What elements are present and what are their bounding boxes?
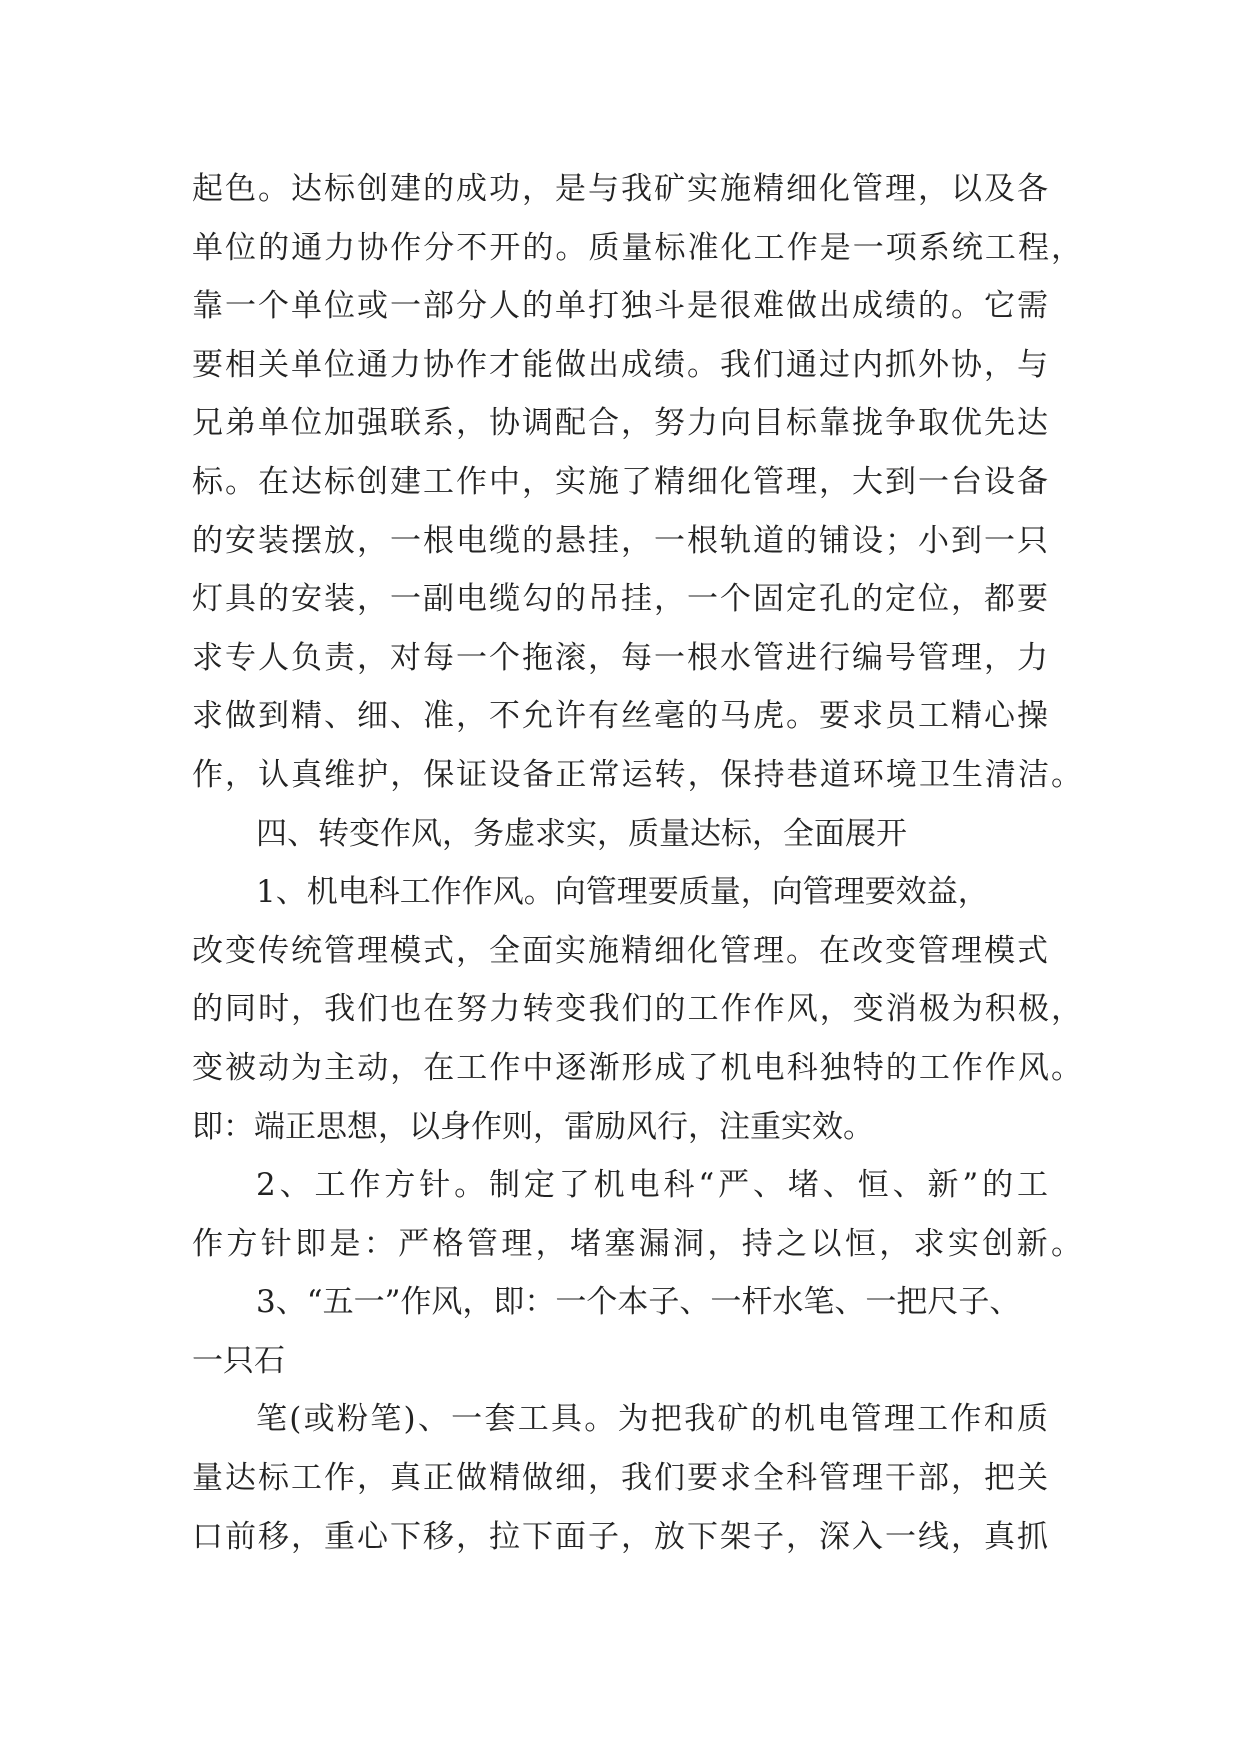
text-line: 变被动为主动，在工作中逐渐形成了机电科独特的工作作风。 [192, 1049, 1082, 1086]
text-line: 单位的通力协作分不开的。质量标准化工作是一项系统工程， [192, 229, 1082, 266]
text-line: 3、“五一”作风，即：一个本子、一杆水笔、一把尺子、 [256, 1284, 1021, 1321]
text-line: 灯具的安装，一副电缆勾的吊挂，一个固定孔的定位，都要 [192, 581, 1048, 618]
text-line: 求做到精、细、准，不允许有丝毫的马虎。要求员工精心操 [192, 698, 1048, 735]
text-line: 求专人负责，对每一个拖滚，每一根水管进行编号管理，力 [192, 639, 1048, 676]
text-line: 起色。达标创建的成功，是与我矿实施精细化管理，以及各 [192, 171, 1048, 207]
text-line: 2、工作方针。制定了机电科“严、堵、恒、新”的工 [256, 1167, 1048, 1204]
body-text [192, 160, 1092, 1566]
text-line: 兄弟单位加强联系，协调配合，努力向目标靠拢争取优先达 [192, 405, 1048, 442]
text-line: 即：端正思想，以身作则，雷励风行，注重实效。 [192, 1108, 874, 1145]
section-heading: 四、转变作风，务虚求实，质量达标，全面展开 [256, 815, 907, 852]
text-line: 1、机电科工作作风。向管理要质量，向管理要效益， [256, 874, 989, 911]
text-line: 标。在达标创建工作中，实施了精细化管理，大到一台设备 [192, 463, 1048, 500]
text-line: 作，认真维护，保证设备正常运转，保持巷道环境卫生清洁。 [192, 756, 1082, 793]
text-line: 要相关单位通力协作才能做出成绩。我们通过内抓外协，与 [192, 346, 1048, 383]
text-line: 的安装摆放，一根电缆的悬挂，一根轨道的铺设；小到一只 [192, 522, 1048, 559]
text-line: 改变传统管理模式，全面实施精细化管理。在改变管理模式 [192, 932, 1048, 969]
text-line: 口前移，重心下移，拉下面子，放下架子，深入一线，真抓 [192, 1518, 1048, 1555]
text-line: 量达标工作，真正做精做细，我们要求全科管理干部，把关 [192, 1460, 1048, 1497]
text-line: 的同时，我们也在努力转变我们的工作作风，变消极为积极， [192, 991, 1082, 1028]
text-line: 一只石 [192, 1342, 285, 1379]
text-line: 作方针即是：严格管理，堵塞漏洞，持之以恒，求实创新。 [192, 1225, 1082, 1262]
text-line: 笔(或粉笔)、一套工具。为把我矿的机电管理工作和质 [256, 1401, 1048, 1438]
text-line: 靠一个单位或一部分人的单打独斗是很难做出成绩的。它需 [192, 288, 1048, 325]
